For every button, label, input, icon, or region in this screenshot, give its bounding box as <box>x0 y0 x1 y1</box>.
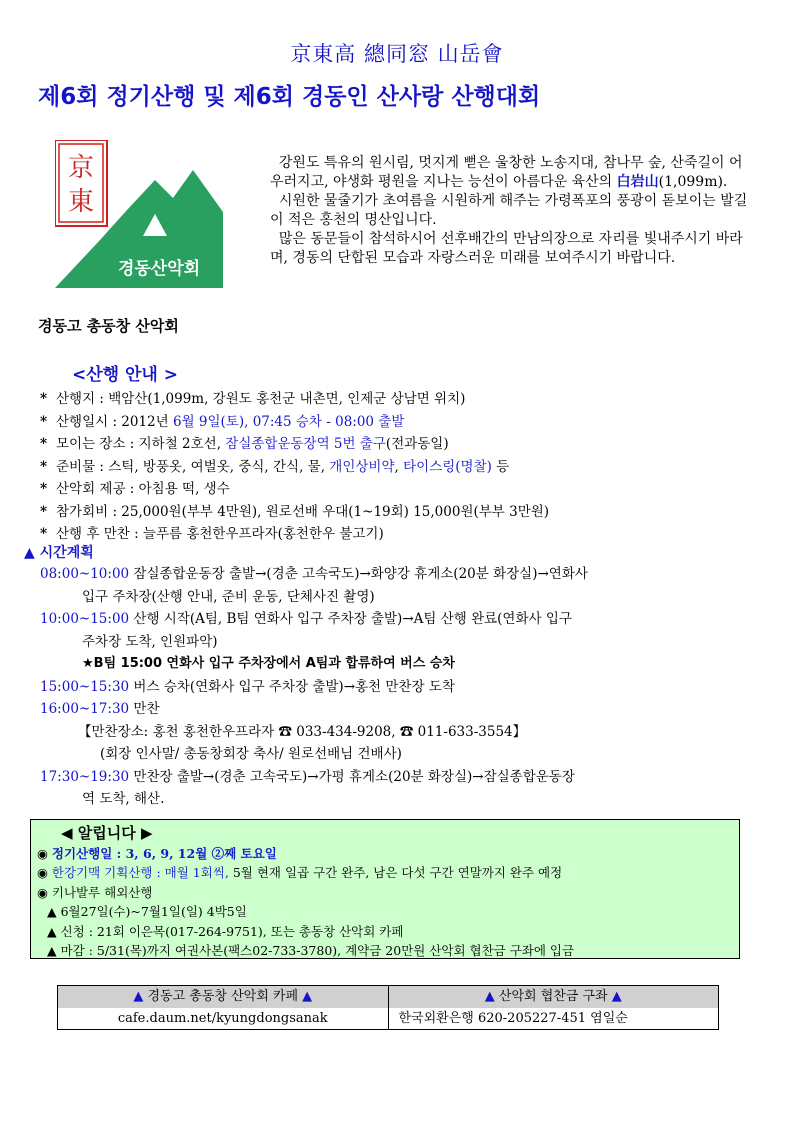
schedule-row <box>40 698 760 721</box>
footer-account-label: 산악회 협찬금 구좌 <box>494 989 612 1004</box>
schedule-row-cont: 역 도착, 해산. <box>82 791 165 807</box>
list-item <box>40 433 760 456</box>
page-subtitle: 제6회 정기산행 및 제6회 경동인 산사랑 산행대회 <box>38 84 541 110</box>
notice-item <box>37 844 733 864</box>
notice-subitem: ▲ 마감 : 5/31(목)까지 여권사본(팩스02-733-3780), 계약금 20만원 산악회 협찬금 구좌에 입금 <box>47 943 575 958</box>
schedule-row <box>40 676 760 699</box>
guide-fee: 참가회비 : 25,000원(부부 4만원), 원로선배 우대(1~19회) 15,000원(부부 3만원) <box>56 503 550 520</box>
bullet-icon: * <box>40 458 48 475</box>
dinner-venue: 【만찬장소: 홍천 홍천한우프라자 ☎ 033-434-9208, ☎ 011-633-3554】 <box>78 723 527 740</box>
schedule-desc: 산행 시작(A팀, B팀 연화사 입구 주차장 출발)→A팀 산행 완료(연화사 입구 <box>129 611 572 627</box>
bullet-icon: * <box>40 391 48 407</box>
separator: , <box>394 458 404 475</box>
notice-box <box>30 819 740 959</box>
mountain-name: 白岩山 <box>616 174 659 190</box>
schedule-row <box>40 608 760 631</box>
triangle-icon: ▲ <box>302 989 313 1004</box>
notice-subitem: ▲ 신청 : 21회 이은목(017-264-9751), 또는 총동창 산악회 카페 <box>47 923 404 939</box>
schedule-time: 16:00~17:30 <box>40 701 130 717</box>
guide-meeting-place: 잠실종합운동장역 5번 출구 <box>225 436 386 452</box>
footer-cafe <box>58 986 388 1029</box>
schedule-time: 08:00~10:00 <box>40 566 130 582</box>
notice-regular: 정기산행일 : 3, 6, 9, 12월 ②째 토요일 <box>51 845 277 861</box>
footer-cafe-header <box>58 986 388 1008</box>
intro-p2: 시원한 물줄기가 초여름을 시원하게 해주는 가령폭포의 풍광이 돋보이는 발길이 적은 홍천의 명산입니다. <box>270 193 748 228</box>
schedule-time: 10:00~15:00 <box>40 611 130 627</box>
bullet-icon: * <box>40 526 48 542</box>
intro-text <box>270 154 750 268</box>
bullet-icon: * <box>40 436 48 452</box>
notice-subitem: ▲ 6월27일(수)~7월1일(일) 4박5일 <box>47 904 247 919</box>
schedule-row-cont: 주차장 도착, 인원파악) <box>82 633 218 650</box>
list-item <box>40 478 760 501</box>
footer-table <box>57 985 719 1030</box>
guide-gear-nametag: 타이스링(명찰) <box>403 458 492 475</box>
guide-meeting-note: (전과동일) <box>385 436 449 452</box>
logo-mark-text: 경동산악회 <box>117 259 201 279</box>
cafe-url[interactable]: cafe.daum.net/kyungdongsanak <box>117 1011 328 1026</box>
club-logo <box>55 140 225 290</box>
schedule-heading: ▲ 시간계획 <box>24 545 94 561</box>
logo-seal-text: 京 <box>67 153 95 183</box>
intro-p3: 많은 동문들이 참석하시어 선후배간의 만남의장으로 자리를 빛내주시기 바라며, 경동의 단합된 모습과 자랑스러운 미래를 보여주시기 바랍니다. <box>270 231 743 266</box>
bullet-icon: * <box>40 481 48 497</box>
logo-caption: 경동고 총동창 산악회 <box>38 317 179 335</box>
guide-date: 6월 9일(토), 07:45 승차 - 08:00 출발 <box>172 413 405 430</box>
guide-provided: 산악회 제공 : 아침용 떡, 생수 <box>56 481 230 497</box>
logo-seal-text-2: 東 <box>67 187 95 217</box>
bullet-icon: ◉ <box>37 865 48 880</box>
footer-account <box>388 986 719 1029</box>
schedule-row-cont: 입구 주차장(산행 안내, 준비 운동, 단체사진 촬영) <box>82 588 375 605</box>
guide-meeting-label: 모이는 장소 : 지하철 2호선, <box>56 436 226 452</box>
triangle-icon: ▲ <box>133 989 144 1004</box>
notice-special-status: 5월 현재 일곱 구간 완주, 남은 다섯 구간 연말까지 완주 예정 <box>228 865 563 880</box>
triangle-icon: ▲ <box>611 989 622 1004</box>
footer-account-header <box>389 986 719 1008</box>
guide-dinner: 산행 후 만찬 : 늘푸름 홍천한우프라자(홍천한우 불고기) <box>56 526 384 542</box>
schedule-row <box>40 766 760 789</box>
triangle-icon: ▲ <box>484 989 495 1004</box>
list-item <box>40 456 760 479</box>
schedule-row <box>40 563 760 586</box>
guide-gear: 준비물 : 스틱, 방풍옷, 여벌옷, 중식, 간식, 물, <box>56 458 330 475</box>
list-item <box>40 388 760 411</box>
guide-gear-end: 등 <box>491 458 510 475</box>
notice-special: 한강기맥 기획산행 : 매월 1회씩, <box>51 865 229 880</box>
notice-item <box>37 863 733 883</box>
schedule-desc: 버스 승차(연화사 입구 주차장 출발)→홍천 만찬장 도착 <box>129 678 455 695</box>
schedule-note: ★B팀 15:00 연화사 입구 주차장에서 A팀과 합류하여 버스 승차 <box>82 656 455 671</box>
schedule-desc: 만찬 <box>129 701 160 717</box>
schedule-desc: 만찬장 출발→(경춘 고속국도)→가평 휴게소(20분 화장실)→잠실종합운동장 <box>129 768 575 785</box>
intro-p1-end: (1,099m). <box>658 174 728 190</box>
footer-cafe-label: 경동고 총동창 산악회 카페 <box>143 989 303 1004</box>
schedule-desc: 잠실종합운동장 출발→(경춘 고속국도)→화양강 휴게소(20분 화장실)→연화사 <box>129 566 588 582</box>
bullet-icon: ◉ <box>37 845 48 861</box>
list-item <box>40 411 760 434</box>
schedule-time: 15:00~15:30 <box>40 678 130 695</box>
dinner-program: (회장 인사말/ 총동창회장 축사/ 원로선배님 건배사) <box>100 746 402 762</box>
page-title: 京東高 總同窓 山岳會 <box>290 42 504 66</box>
schedule-time: 17:30~19:30 <box>40 768 130 785</box>
bullet-icon: * <box>40 413 48 430</box>
bank-account: 한국외환은행 620-205227-451 염일순 <box>398 1011 628 1026</box>
guide-list <box>40 388 760 546</box>
bullet-icon: * <box>40 503 48 520</box>
list-item <box>40 501 760 524</box>
mountain-logo-icon <box>55 140 225 290</box>
intro-p1: 강원도 특유의 원시림, 멋지게 뻗은 울창한 노송지대, 참나무 숲, 산죽길이 어우러지고, 야생화 평원을 지나는 능선이 아름다운 육산의 <box>270 155 743 190</box>
schedule-list <box>40 563 760 811</box>
notice-item: ◉ 키나발루 해외산행 <box>37 884 153 900</box>
list-item <box>40 523 760 546</box>
guide-heading: <산행 안내 > <box>72 365 179 385</box>
guide-gear-medicine: 개인상비약 <box>329 458 395 475</box>
notice-heading: ◀ 알립니다 ▶ <box>61 824 153 842</box>
guide-location: 산행지 : 백암산(1,099m, 강원도 홍천군 내촌면, 인제군 상남면 위치) <box>56 391 466 407</box>
guide-date-label: 산행일시 : 2012년 <box>56 413 173 430</box>
